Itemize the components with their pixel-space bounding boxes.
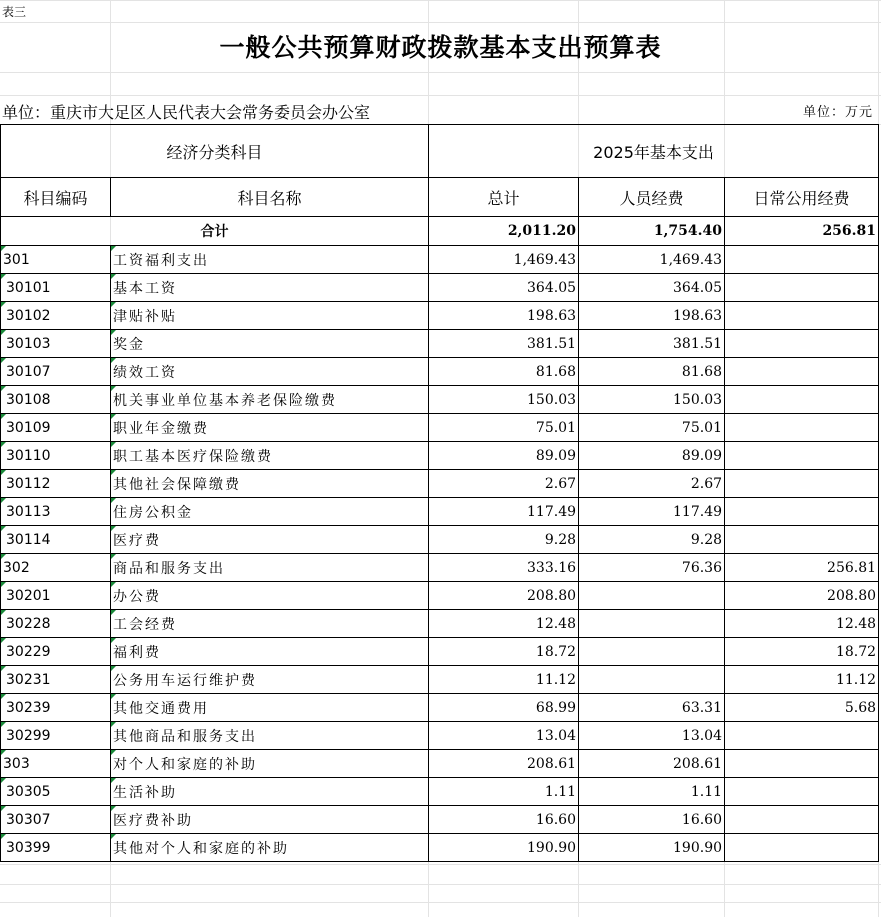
row-total[interactable]: [429, 666, 579, 694]
row-public[interactable]: [725, 274, 879, 302]
row-code[interactable]: [1, 386, 111, 414]
text-format-indicator-icon: [111, 498, 116, 503]
table-row: [1, 638, 879, 666]
row-code[interactable]: [1, 442, 111, 470]
row-name[interactable]: [111, 694, 429, 722]
row-name-text: 津贴补贴: [113, 308, 177, 325]
text-format-indicator-icon: [1, 834, 6, 839]
row-public[interactable]: [725, 834, 879, 862]
row-total-text: 208.61: [527, 755, 577, 772]
text-format-indicator-icon: [111, 554, 116, 559]
row-code-text: 30113: [6, 503, 51, 520]
total-total[interactable]: 2,011.20: [429, 217, 579, 246]
row-personnel-text: 150.03: [673, 391, 723, 408]
row-public-text: 208.80: [827, 587, 877, 604]
row-public[interactable]: [725, 722, 879, 750]
row-name[interactable]: [111, 554, 429, 582]
row-personnel[interactable]: [579, 554, 725, 582]
text-format-indicator-icon: [1, 666, 6, 671]
unit-organization: 单位：重庆市大足区人民代表大会常务委员会办公室: [2, 103, 371, 122]
row-code[interactable]: [1, 498, 111, 526]
row-personnel[interactable]: [579, 750, 725, 778]
row-total-text: 11.12: [535, 671, 577, 688]
row-personnel-text: 75.01: [681, 419, 723, 436]
row-personnel[interactable]: [579, 246, 725, 274]
text-format-indicator-icon: [111, 526, 116, 531]
row-name[interactable]: [111, 358, 429, 386]
row-name[interactable]: [111, 442, 429, 470]
text-format-indicator-icon: [111, 274, 116, 279]
table-row: [1, 666, 879, 694]
row-code[interactable]: [1, 246, 111, 274]
row-code-text: 30305: [6, 783, 51, 800]
row-name-text: 医疗费补助: [113, 812, 193, 829]
row-code-text: 30103: [6, 335, 51, 352]
row-name-text: 其他商品和服务支出: [113, 728, 257, 745]
sheet-label: 表三: [2, 5, 27, 19]
row-total-text: 75.01: [535, 419, 577, 436]
row-personnel[interactable]: [579, 834, 725, 862]
row-public[interactable]: [725, 582, 879, 610]
row-personnel[interactable]: [579, 442, 725, 470]
row-total-text: 150.03: [527, 391, 577, 408]
row-personnel-text: 208.61: [673, 755, 723, 772]
table-row: [1, 778, 879, 806]
row-total[interactable]: [429, 638, 579, 666]
text-format-indicator-icon: [111, 330, 116, 335]
text-format-indicator-icon: [111, 358, 116, 363]
row-code-text: 30228: [6, 615, 51, 632]
row-code[interactable]: [1, 694, 111, 722]
row-code-text: 30102: [6, 307, 51, 324]
header-total[interactable]: 总计: [429, 178, 579, 217]
row-personnel[interactable]: [579, 806, 725, 834]
gridline: [0, 22, 881, 23]
row-name-text: 基本工资: [113, 280, 177, 297]
text-format-indicator-icon: [111, 722, 116, 727]
text-format-indicator-icon: [1, 694, 6, 699]
row-name[interactable]: [111, 526, 429, 554]
total-row: [1, 217, 879, 246]
text-format-indicator-icon: [1, 358, 6, 363]
text-format-indicator-icon: [111, 246, 116, 251]
text-format-indicator-icon: [111, 386, 116, 391]
row-total[interactable]: [429, 470, 579, 498]
row-total[interactable]: [429, 302, 579, 330]
table-row: [1, 694, 879, 722]
gridline: [0, 72, 881, 73]
row-name-text: 绩效工资: [113, 364, 177, 381]
text-format-indicator-icon: [1, 246, 6, 251]
text-format-indicator-icon: [111, 414, 116, 419]
text-format-indicator-icon: [1, 554, 6, 559]
row-name[interactable]: [111, 386, 429, 414]
row-total-text: 333.16: [527, 559, 577, 576]
header-public[interactable]: 日常公用经费: [725, 178, 879, 217]
table-row: [1, 302, 879, 330]
table-row: [1, 526, 879, 554]
row-total-text: 1.11: [544, 783, 577, 800]
row-personnel-text: 13.04: [681, 727, 723, 744]
row-name[interactable]: [111, 834, 429, 862]
row-public[interactable]: [725, 442, 879, 470]
row-code[interactable]: [1, 470, 111, 498]
row-public[interactable]: [725, 386, 879, 414]
row-public-text: 5.68: [844, 699, 877, 716]
table-row: [1, 246, 879, 274]
row-name[interactable]: [111, 582, 429, 610]
row-code[interactable]: [1, 666, 111, 694]
row-total-text: 2.67: [544, 475, 577, 492]
text-format-indicator-icon: [1, 722, 6, 727]
row-public[interactable]: [725, 806, 879, 834]
text-format-indicator-icon: [111, 582, 116, 587]
row-code[interactable]: [1, 302, 111, 330]
row-code[interactable]: [1, 834, 111, 862]
row-public[interactable]: [725, 666, 879, 694]
row-total-text: 190.90: [527, 839, 577, 856]
row-personnel-text: 89.09: [681, 447, 723, 464]
row-name-text: 职业年金缴费: [113, 420, 209, 437]
table-row: [1, 582, 879, 610]
total-public[interactable]: 256.81: [725, 217, 879, 246]
row-public[interactable]: [725, 414, 879, 442]
row-public-text: 11.12: [835, 671, 877, 688]
row-total[interactable]: [429, 806, 579, 834]
row-personnel-text: 16.60: [681, 811, 723, 828]
row-total[interactable]: [429, 386, 579, 414]
row-total-text: 16.60: [535, 811, 577, 828]
table-row: [1, 498, 879, 526]
row-name-text: 其他社会保障缴费: [113, 476, 241, 493]
row-public[interactable]: [725, 610, 879, 638]
row-public[interactable]: [725, 302, 879, 330]
row-personnel-text: 190.90: [673, 839, 723, 856]
row-personnel[interactable]: [579, 330, 725, 358]
row-public[interactable]: [725, 526, 879, 554]
row-personnel-text: 381.51: [673, 335, 723, 352]
text-format-indicator-icon: [111, 806, 116, 811]
text-format-indicator-icon: [1, 806, 6, 811]
row-total-text: 18.72: [535, 643, 577, 660]
row-personnel[interactable]: [579, 694, 725, 722]
row-name[interactable]: [111, 778, 429, 806]
header-code[interactable]: 科目编码: [1, 178, 111, 217]
row-personnel[interactable]: [579, 638, 725, 666]
row-total-text: 89.09: [535, 447, 577, 464]
row-personnel[interactable]: [579, 470, 725, 498]
row-public[interactable]: [725, 358, 879, 386]
table-row: [1, 554, 879, 582]
row-total[interactable]: [429, 526, 579, 554]
table-row: [1, 470, 879, 498]
header-econ-category[interactable]: 经济分类科目: [1, 125, 429, 178]
row-personnel[interactable]: [579, 582, 725, 610]
row-name[interactable]: [111, 638, 429, 666]
text-format-indicator-icon: [1, 526, 6, 531]
row-public-text: 12.48: [835, 615, 877, 632]
row-total[interactable]: [429, 834, 579, 862]
row-personnel[interactable]: [579, 414, 725, 442]
row-code-text: 30399: [6, 839, 51, 856]
row-total[interactable]: [429, 442, 579, 470]
row-total[interactable]: [429, 498, 579, 526]
row-total[interactable]: [429, 358, 579, 386]
row-name-text: 医疗费: [113, 532, 161, 549]
text-format-indicator-icon: [1, 778, 6, 783]
header-personnel[interactable]: 人员经费: [579, 178, 725, 217]
row-name-text: 公务用车运行维护费: [113, 672, 257, 689]
row-code[interactable]: [1, 638, 111, 666]
row-public-text: 18.72: [835, 643, 877, 660]
row-code-text: 30239: [6, 699, 51, 716]
text-format-indicator-icon: [1, 638, 6, 643]
row-name-text: 对个人和家庭的补助: [113, 756, 257, 773]
row-name[interactable]: [111, 666, 429, 694]
row-public[interactable]: [725, 638, 879, 666]
row-name[interactable]: [111, 610, 429, 638]
header-year-basic[interactable]: 2025年基本支出: [429, 125, 879, 178]
table-row: [1, 330, 879, 358]
row-code-text: 30229: [6, 643, 51, 660]
row-name-text: 其他对个人和家庭的补助: [113, 840, 289, 857]
row-total[interactable]: [429, 610, 579, 638]
row-total[interactable]: [429, 414, 579, 442]
row-public[interactable]: [725, 470, 879, 498]
row-public[interactable]: [725, 554, 879, 582]
table-row: [1, 750, 879, 778]
row-name[interactable]: [111, 414, 429, 442]
text-format-indicator-icon: [111, 610, 116, 615]
row-code-text: 30299: [6, 727, 51, 744]
row-personnel-text: 1,469.43: [659, 251, 723, 268]
row-code[interactable]: [1, 750, 111, 778]
text-format-indicator-icon: [1, 386, 6, 391]
row-personnel-text: 2.67: [690, 475, 723, 492]
row-name-text: 机关事业单位基本养老保险缴费: [113, 392, 337, 409]
row-personnel-text: 364.05: [673, 279, 723, 296]
total-personnel[interactable]: 1,754.40: [579, 217, 725, 246]
row-total[interactable]: [429, 554, 579, 582]
row-total[interactable]: [429, 246, 579, 274]
row-public-text: 256.81: [827, 559, 877, 576]
row-code[interactable]: [1, 358, 111, 386]
row-public[interactable]: [725, 694, 879, 722]
row-total[interactable]: [429, 694, 579, 722]
row-name[interactable]: [111, 246, 429, 274]
row-code[interactable]: [1, 330, 111, 358]
text-format-indicator-icon: [111, 666, 116, 671]
row-total-text: 9.28: [544, 531, 577, 548]
text-format-indicator-icon: [111, 442, 116, 447]
total-label[interactable]: 合计: [1, 217, 429, 246]
row-total-text: 381.51: [527, 335, 577, 352]
text-format-indicator-icon: [111, 750, 116, 755]
row-personnel[interactable]: [579, 778, 725, 806]
text-format-indicator-icon: [1, 302, 6, 307]
row-code[interactable]: [1, 722, 111, 750]
row-code-text: 30201: [6, 587, 51, 604]
row-code-text: 30307: [6, 811, 51, 828]
row-code-text: 301: [3, 251, 30, 268]
row-name[interactable]: [111, 302, 429, 330]
text-format-indicator-icon: [111, 470, 116, 475]
row-code-text: 30109: [6, 419, 51, 436]
row-code[interactable]: [1, 610, 111, 638]
row-code[interactable]: [1, 582, 111, 610]
row-name[interactable]: [111, 498, 429, 526]
row-code-text: 303: [3, 755, 30, 772]
row-code[interactable]: [1, 274, 111, 302]
row-total-text: 1,469.43: [513, 251, 577, 268]
table-row: [1, 358, 879, 386]
row-name-text: 办公费: [113, 588, 161, 605]
row-name[interactable]: [111, 750, 429, 778]
row-total[interactable]: [429, 750, 579, 778]
row-personnel[interactable]: [579, 386, 725, 414]
text-format-indicator-icon: [111, 778, 116, 783]
row-total[interactable]: [429, 274, 579, 302]
gridline: [0, 864, 881, 865]
row-name-text: 福利费: [113, 644, 161, 661]
row-public[interactable]: [725, 498, 879, 526]
row-total[interactable]: [429, 778, 579, 806]
row-public[interactable]: [725, 330, 879, 358]
row-total-text: 198.63: [527, 307, 577, 324]
row-personnel[interactable]: [579, 666, 725, 694]
page-title: 一般公共预算财政拨款基本支出预算表: [219, 33, 662, 62]
row-name[interactable]: [111, 806, 429, 834]
table-row: [1, 610, 879, 638]
row-personnel[interactable]: [579, 610, 725, 638]
row-code[interactable]: [1, 778, 111, 806]
row-code[interactable]: [1, 526, 111, 554]
row-total-text: 68.99: [535, 699, 577, 716]
row-total[interactable]: [429, 330, 579, 358]
row-total-text: 13.04: [535, 727, 577, 744]
row-total[interactable]: [429, 582, 579, 610]
text-format-indicator-icon: [1, 414, 6, 419]
row-name-text: 奖金: [113, 336, 145, 353]
table-row: [1, 414, 879, 442]
text-format-indicator-icon: [1, 442, 6, 447]
text-format-indicator-icon: [111, 694, 116, 699]
row-personnel-text: 1.11: [690, 783, 723, 800]
row-name[interactable]: [111, 330, 429, 358]
text-format-indicator-icon: [1, 610, 6, 615]
text-format-indicator-icon: [111, 834, 116, 839]
row-name-text: 生活补助: [113, 784, 177, 801]
row-public[interactable]: [725, 750, 879, 778]
row-name-text: 其他交通费用: [113, 700, 209, 717]
row-total[interactable]: [429, 722, 579, 750]
unit-currency: 单位：万元: [802, 105, 873, 120]
row-name[interactable]: [111, 274, 429, 302]
row-personnel[interactable]: [579, 302, 725, 330]
row-total-text: 364.05: [527, 279, 577, 296]
table-row: [1, 834, 879, 862]
row-name[interactable]: [111, 470, 429, 498]
header-row-1: [1, 125, 879, 178]
row-code-text: 30110: [6, 447, 51, 464]
row-total-text: 117.49: [527, 503, 577, 520]
text-format-indicator-icon: [1, 470, 6, 475]
text-format-indicator-icon: [1, 498, 6, 503]
gridline: [0, 0, 881, 1]
text-format-indicator-icon: [111, 302, 116, 307]
row-personnel-text: 76.36: [681, 559, 723, 576]
row-code[interactable]: [1, 414, 111, 442]
row-code-text: 30101: [6, 279, 51, 296]
gridline: [0, 884, 881, 885]
gridline: [0, 95, 881, 96]
row-personnel-text: 63.31: [681, 699, 723, 716]
row-personnel[interactable]: [579, 722, 725, 750]
row-name-text: 工资福利支出: [113, 252, 209, 269]
row-name-text: 住房公积金: [113, 504, 193, 521]
row-code-text: 30108: [6, 391, 51, 408]
row-personnel[interactable]: [579, 274, 725, 302]
table-row: [1, 274, 879, 302]
table-row: [1, 722, 879, 750]
row-code-text: 30114: [6, 531, 51, 548]
budget-table: [0, 124, 879, 862]
row-code-text: 30231: [6, 671, 51, 688]
header-row-2: [1, 178, 879, 217]
row-total-text: 12.48: [535, 615, 577, 632]
text-format-indicator-icon: [111, 638, 116, 643]
row-total-text: 81.68: [535, 363, 577, 380]
gridline: [0, 902, 881, 903]
table-row: [1, 806, 879, 834]
text-format-indicator-icon: [1, 750, 6, 755]
row-code-text: 30107: [6, 363, 51, 380]
row-name-text: 工会经费: [113, 616, 177, 633]
row-personnel-text: 81.68: [681, 363, 723, 380]
row-name[interactable]: [111, 722, 429, 750]
table-row: [1, 386, 879, 414]
row-total-text: 208.80: [527, 587, 577, 604]
row-personnel-text: 117.49: [673, 503, 723, 520]
text-format-indicator-icon: [1, 330, 6, 335]
row-code-text: 30112: [6, 475, 51, 492]
row-personnel-text: 9.28: [690, 531, 723, 548]
table-row: [1, 442, 879, 470]
row-public[interactable]: [725, 246, 879, 274]
row-personnel[interactable]: [579, 358, 725, 386]
text-format-indicator-icon: [1, 274, 6, 279]
row-code[interactable]: [1, 554, 111, 582]
row-personnel[interactable]: [579, 526, 725, 554]
row-personnel[interactable]: [579, 498, 725, 526]
row-code-text: 302: [3, 559, 30, 576]
text-format-indicator-icon: [1, 582, 6, 587]
row-public[interactable]: [725, 778, 879, 806]
header-name[interactable]: 科目名称: [111, 178, 429, 217]
row-code[interactable]: [1, 806, 111, 834]
row-personnel-text: 198.63: [673, 307, 723, 324]
row-name-text: 职工基本医疗保险缴费: [113, 448, 273, 465]
row-name-text: 商品和服务支出: [113, 560, 225, 577]
